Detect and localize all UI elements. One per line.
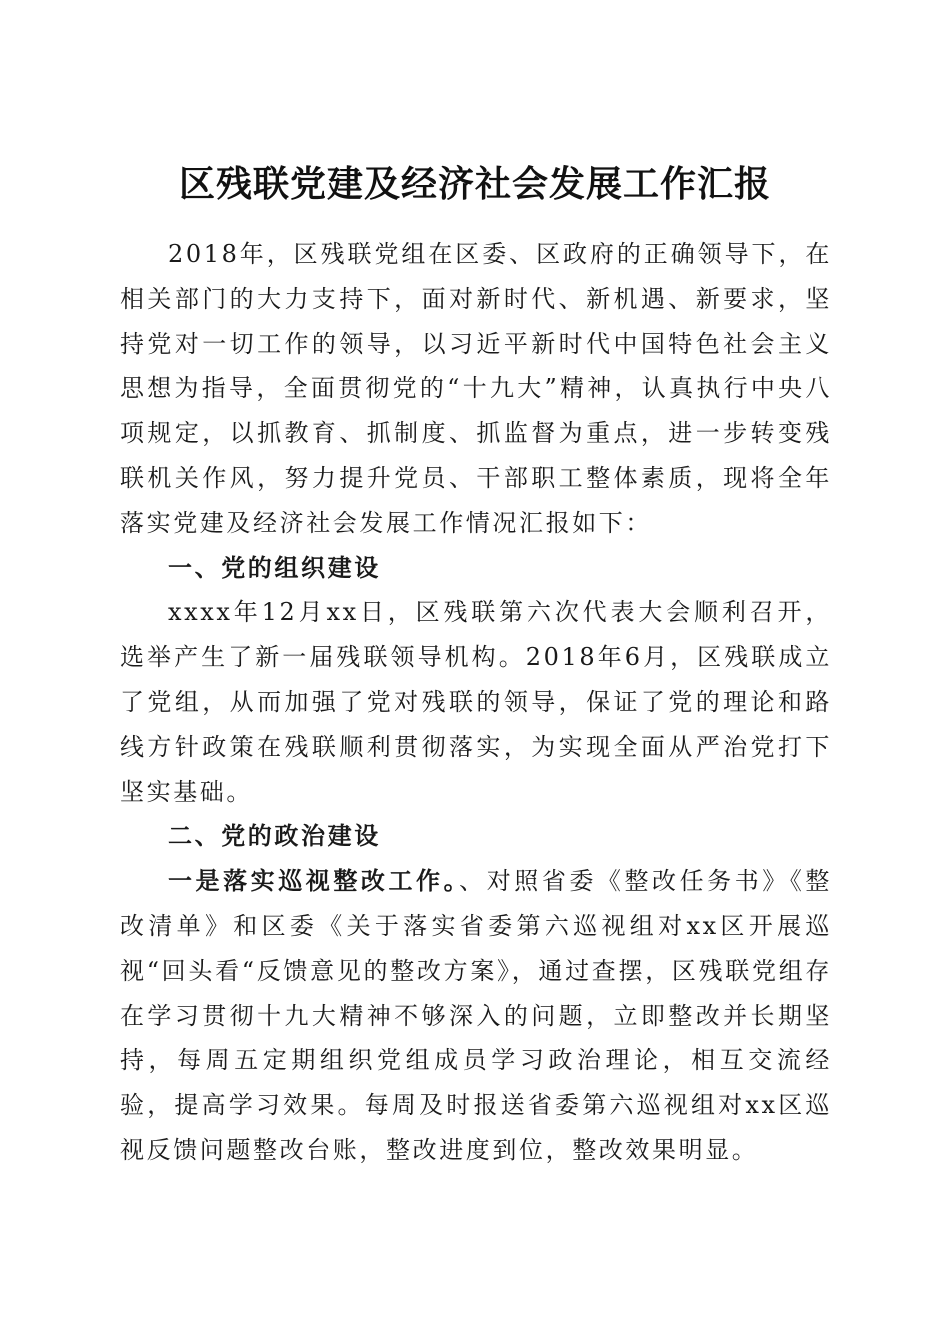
section-paragraph-organization: xxxx年12月xx日，区残联第六次代表大会顺利召开，选举产生了新一届残联领导机构。2018年6月，区残联成立了党组，从而加强了党对残联的领导，保证了党的理论和路线方针政策在残联顺利贯彻落实，为实现全面从严治党打下坚实基础。	[120, 598, 832, 806]
section-heading-organization: 一、党的组织建设	[168, 552, 381, 582]
document-title: 区残联党建及经济社会发展工作汇报	[178, 163, 771, 206]
section-paragraph-political	[120, 859, 832, 1173]
section-heading-political: 二、党的政治建设	[168, 821, 381, 851]
document-body	[120, 232, 832, 1173]
paragraph-body-text: 、对照省委《整改任务书》《整改清单》和区委《关于落实省委第六巡视组对xx区开展巡视“回头看“反馈意见的整改方案》，通过查摆，区残联党组存在学习贯彻十九大精神不够深入的问题，立即整改并长期坚持，每周五定期组织党组成员学习政治理论，相互交流经验，提高学习效果。每周及时报送省委第六巡视组对xx区巡视反馈问题整改台账，整改进度到位，整改效果明显。	[120, 867, 832, 1164]
intro-paragraph: 2018年，区残联党组在区委、区政府的正确领导下，在相关部门的大力支持下，面对新时代、新机遇、新要求，坚持党对一切工作的领导，以习近平新时代中国特色社会主义思想为指导，全面贯彻党的“十九大”精神，认真执行中央八项规定，以抓教育、抓制度、抓监督为重点，进一步转变残联机关作风，努力提升党员、干部职工整体素质，现将全年落实党建及经济社会发展工作情况汇报如下：	[120, 240, 832, 537]
paragraph-lead-text: 一是落实巡视整改工作。	[168, 866, 460, 896]
